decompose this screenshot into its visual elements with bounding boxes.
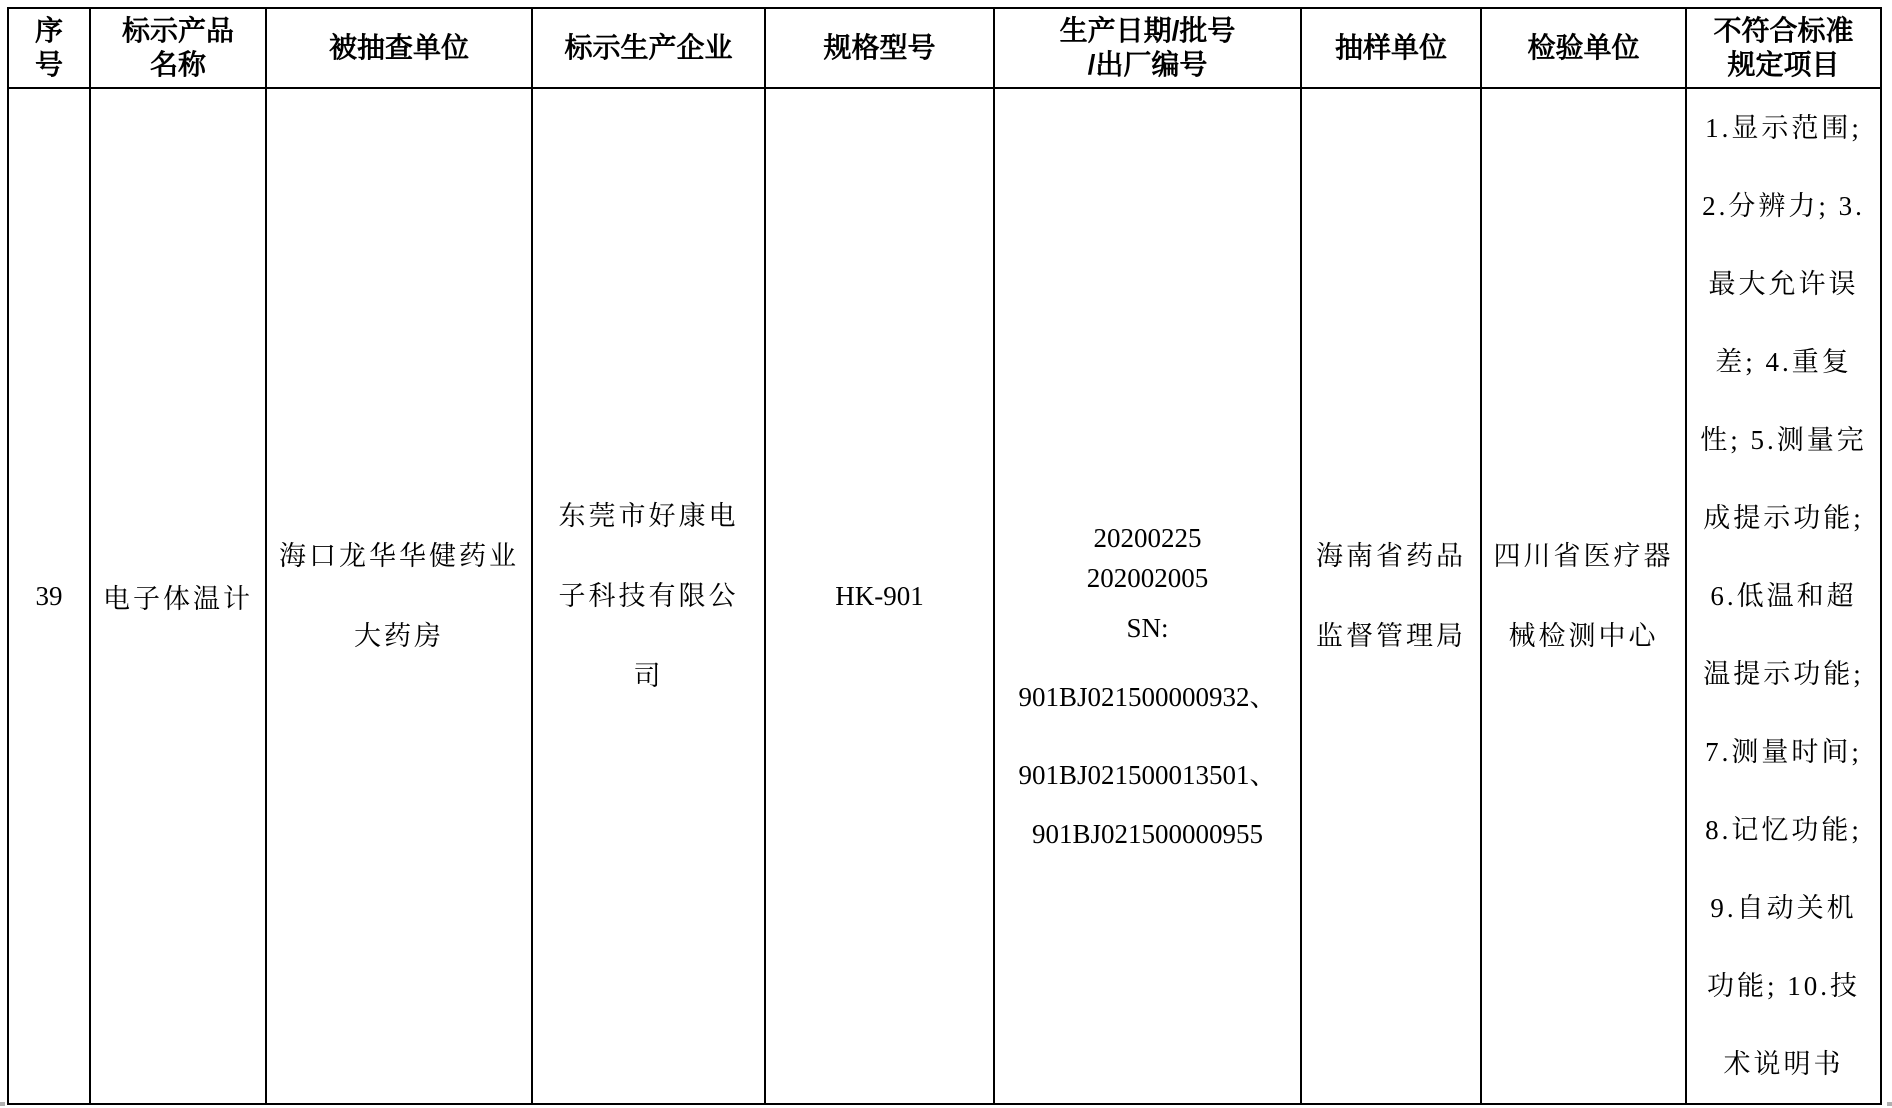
header-model: 规格型号 [765, 8, 994, 88]
cell-nonconforming-items: 1.显示范围; 2.分辨力; 3. 最大允许误 差; 4.重复 性; 5.测量完 成提示功能; 6.低温和超 温提示功能; 7.测量时间; 8.记忆功能; 9.自动关机 功能; 10.技 术说明书 [1686, 88, 1881, 1104]
header-index: 序 号 [8, 8, 90, 88]
header-product-name: 标示产品 名称 [90, 8, 266, 88]
cell-production-date: 20200225 202002005 SN: 901BJ021500000932、 901BJ021500013501、 901BJ021500000955 [994, 88, 1301, 1104]
header-nonconforming-items: 不符合标准 规定项目 [1686, 8, 1881, 88]
cell-manufacturer: 东莞市好康电 子科技有限公 司 [532, 88, 765, 1104]
cell-sampling-unit: 海南省药品 监督管理局 [1301, 88, 1481, 1104]
header-testing-unit: 检验单位 [1481, 8, 1686, 88]
header-row [8, 8, 1881, 88]
corner-mark [0, 1102, 5, 1106]
corner-mark [1887, 1102, 1892, 1106]
cell-index: 39 [8, 88, 90, 1104]
cell-product-name: 电子体温计 [90, 88, 266, 1104]
cell-inspected-unit: 海口龙华华健药业 大药房 [266, 88, 532, 1104]
inspection-table-sheet [7, 7, 1882, 1105]
header-production-date: 生产日期/批号 /出厂编号 [994, 8, 1301, 88]
header-manufacturer: 标示生产企业 [532, 8, 765, 88]
inspection-results-table [7, 7, 1882, 1105]
cell-model: HK-901 [765, 88, 994, 1104]
cell-testing-unit: 四川省医疗器 械检测中心 [1481, 88, 1686, 1104]
table-row [8, 88, 1881, 1104]
header-sampling-unit: 抽样单位 [1301, 8, 1481, 88]
header-inspected-unit: 被抽查单位 [266, 8, 532, 88]
